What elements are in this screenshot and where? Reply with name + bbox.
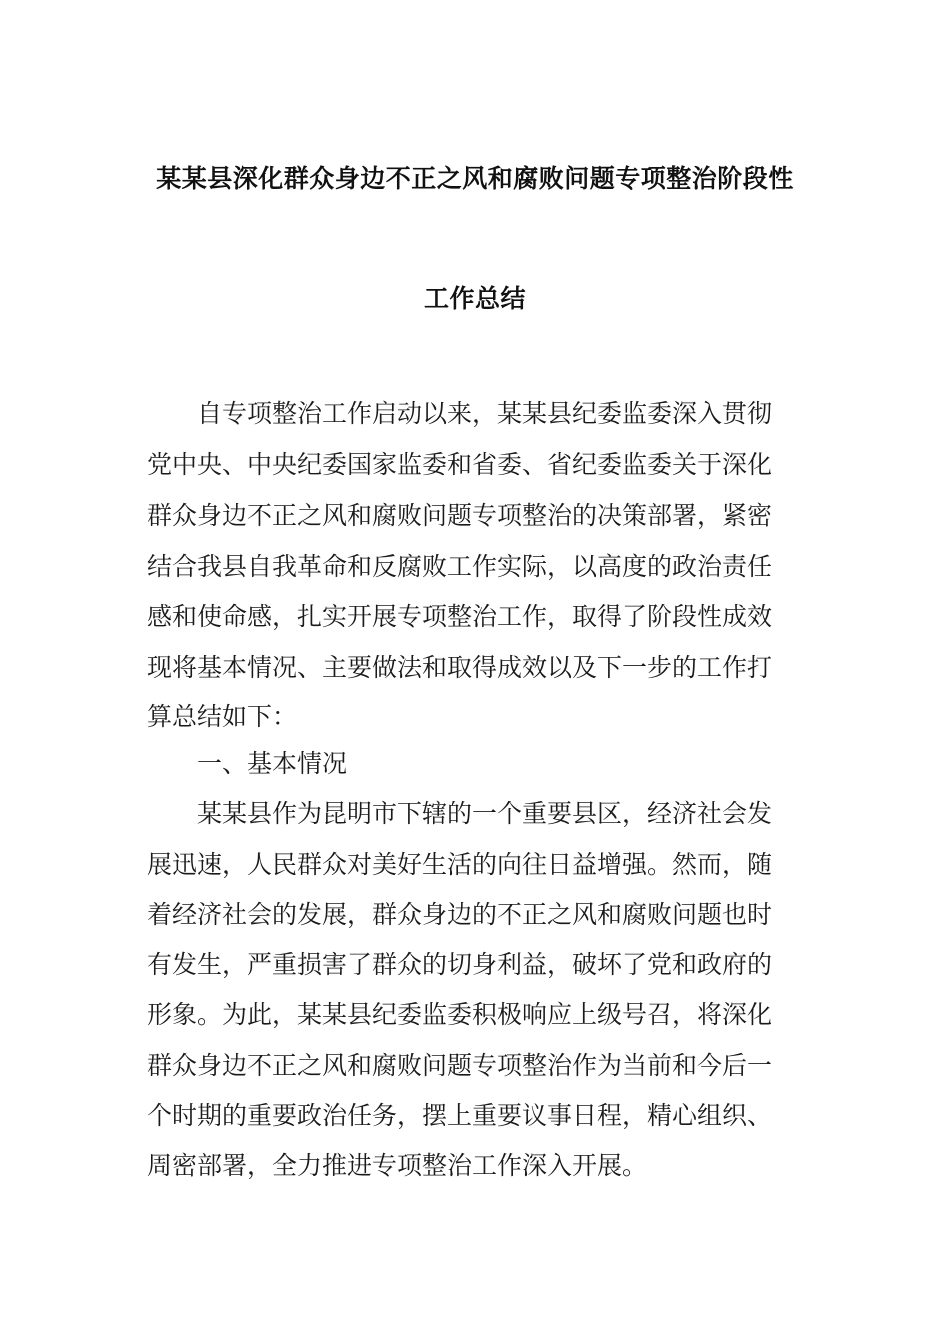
paragraph-1-line-2: 党中央、中央纪委国家监委和省委、省纪委监委关于深化 [147,450,773,479]
paragraph-1-line-3: 群众身边不正之风和腐败问题专项整治的决策部署，紧密 [147,501,773,530]
paragraph-2-line-6: 群众身边不正之风和腐败问题专项整治作为当前和今后一 [147,1051,773,1080]
document-title-line-1: 某某县深化群众身边不正之风和腐败问题专项整治阶段性 [156,164,794,193]
paragraph-2-line-5: 形象。为此，某某县纪委监委积极响应上级号召，将深化 [147,1000,773,1029]
document-title-line-2: 工作总结 [423,284,526,313]
paragraph-1-line-1: 自专项整治工作启动以来，某某县纪委监委深入贯彻 [197,399,773,428]
paragraph-2-line-4: 有发生，严重损害了群众的切身利益，破坏了党和政府的 [147,950,773,979]
paragraph-1-line-4: 结合我县自我革命和反腐败工作实际，以高度的政治责任 [147,552,773,581]
paragraph-2-line-8: 周密部署，全力推进专项整治工作深入开展。 [147,1151,648,1180]
paragraph-1-line-6: 现将基本情况、主要做法和取得成效以及下一步的工作打 [147,653,773,682]
paragraph-1-line-7: 算总结如下： [147,702,298,731]
paragraph-2-line-3: 着经济社会的发展，群众身边的不正之风和腐败问题也时 [147,900,773,929]
paragraph-1-line-5: 感和使命感，扎实开展专项整治工作，取得了阶段性成效 [147,602,773,631]
section-heading-basic-situation: 一、基本情况 [197,749,348,778]
paragraph-2-line-2: 展迅速，人民群众对美好生活的向往日益增强。然而，随 [147,850,773,879]
paragraph-2-line-1: 某某县作为昆明市下辖的一个重要县区，经济社会发 [197,799,773,828]
paragraph-2-line-7: 个时期的重要政治任务，摆上重要议事日程，精心组织、 [147,1101,773,1130]
